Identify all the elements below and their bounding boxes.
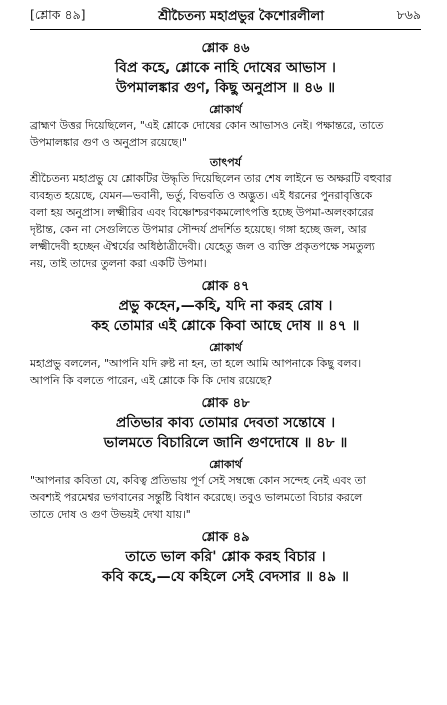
header-title: শ্রীচৈতন্য মহাপ্রভুর কৈশোরলীলা	[158, 8, 324, 24]
paragraph-line: ব্রাহ্মণ উত্তর দিয়েছিলেন, "এই শ্লোকে দোষের কোন আভাসও নেই। পক্ষান্তরে, তাতে	[30, 119, 384, 132]
verse-46-line-2: উপমালঙ্কার গুণ, কিছু অনুপ্রাস ॥ ৪৬ ॥	[115, 80, 336, 96]
paragraph-line: ব্যবহৃত হয়েছে, যেমন—ভবানী, ভর্তু, বিভবতি ও অদ্ভুত। এই ধরনের পুনরাবৃত্তিকে	[30, 189, 373, 202]
verse-48-line-1: প্রতিভার কাব্য তোমার দেবতা সন্তোষে ।	[115, 415, 336, 431]
running-header	[30, 6, 421, 28]
paragraph-line: "আপনার কবিতা যে, কবিত্ব প্রতিভায় পূর্ণ সেই সম্বন্ধে কোন সন্দেহ নেই এবং তা	[30, 474, 366, 487]
paragraph-line: মহাপ্রভু বললেন, "আপনি যদি রুষ্ট না হন, তা হলে আমি আপনাকে কিছু বলব।	[30, 357, 362, 370]
verse-47-heading: শ্লোক ৪৭	[201, 279, 250, 294]
verse-48-line-2: ভালমতে বিচারিলে জানি গুণদোষে ॥ ৪৮ ॥	[103, 435, 348, 451]
paragraph-line: দৃষ্টান্ত, কেন না সেগুলিতে উপমার সৌন্দর্য প্রদর্শিত হয়েছে। গঙ্গা হচ্ছে জল, আর	[30, 223, 367, 236]
translation-46-heading: শ্লোকার্থ	[209, 103, 242, 116]
paragraph-line: উপমালঙ্কার গুণ ও অনুপ্রাস রয়েছে।"	[30, 136, 187, 149]
verse-48-heading: শ্লোক ৪৮	[201, 396, 250, 411]
translation-46-text	[30, 117, 421, 151]
paragraph-line: শ্রীচৈতন্য মহাপ্রভু যে শ্লোকটির উদ্ধৃতি দিয়েছিলেন তার শেষ লাইনে ভ অক্ষরটি বহুবার	[30, 172, 392, 185]
translation-47-heading: শ্লোকার্থ	[209, 341, 242, 354]
verse-47-line-1: প্রভু কহেন,—কহি, যদি না করহ রোষ ।	[118, 298, 333, 314]
paragraph-line: নয়, তাই তাদের তুলনা করা একটি উপমা।	[30, 257, 207, 270]
paragraph-line: লক্ষ্মীদেবী হচ্ছেন ঐশ্বর্যের অধিষ্ঠাত্রীদেবী। যেহেতু জল ও ব্যক্তি প্রকৃতপক্ষে সমতুল্য	[30, 240, 375, 253]
verse-46-heading: শ্লোক ৪৬	[201, 41, 250, 56]
paragraph-line: আপনি কি বলতে পারেন, এই শ্লোকে কি কি দোষ রয়েছে?	[30, 374, 273, 387]
verse-49-line-2: কবি কহে,—যে কহিলে সেই বেদসার ॥ ৪৯ ॥	[102, 569, 349, 585]
purport-46-text	[30, 170, 421, 272]
paragraph-line: অবশ্যই পরমেশ্বর ভগবানের সন্তুষ্টি বিধান করেছে। তবুও ভালমতো বিচার করলে	[30, 491, 363, 504]
paragraph-line: তাতে দোষ ও গুণ উভয়ই দেখা যায়।"	[30, 508, 191, 521]
verse-46-line-1: বিপ্র কহে, শ্লোকে নাহি দোষের আভাস ।	[115, 60, 336, 76]
verse-49-heading: শ্লোক ৪৯	[201, 530, 250, 545]
purport-46-heading: তাৎপর্য	[209, 156, 242, 169]
translation-47-text	[30, 355, 421, 389]
verse-47-line-2: কহ তোমার এই শ্লোকে কিবা আছে দোষ ॥ ৪৭ ॥	[91, 318, 360, 334]
verse-49-line-1: তাতে ভাল করি' শ্লোক করহ বিচার ।	[125, 549, 326, 565]
translation-48-heading: শ্লোকার্থ	[209, 458, 242, 471]
header-rule	[30, 29, 421, 30]
page-number: ৮৬৯	[396, 7, 421, 22]
header-verse-ref: [শ্লোক ৪৯]	[30, 7, 86, 22]
page-content	[30, 34, 421, 587]
translation-48-text	[30, 472, 421, 523]
paragraph-line: বলা হয় অনুপ্রাস। লক্ষ্মীরিব এবং বিষ্ণোশ্চরণকমলোৎপত্তি হচ্ছে উপমা-অলংকারের	[30, 206, 374, 219]
